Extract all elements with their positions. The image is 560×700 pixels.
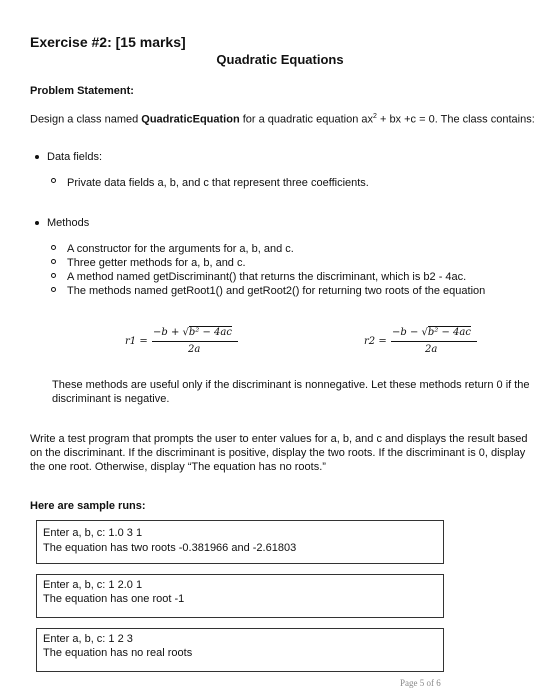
radicand: b² − 4ac	[427, 327, 471, 338]
page-number: Page 5 of 6	[400, 678, 441, 688]
sqrt-icon: √	[421, 327, 428, 338]
methods-label: Methods	[47, 217, 90, 229]
page-title: Quadratic Equations	[216, 52, 344, 67]
method-item: Three getter methods for a, b, and c.	[67, 257, 246, 269]
design-text-before: Design a class named	[30, 113, 142, 126]
sample-run-input: Enter a, b, c: 1 2.0 1	[43, 579, 143, 591]
fraction-bar	[152, 341, 238, 342]
exercise-title: Exercise #2: [15 marks]	[30, 34, 186, 50]
circle-bullet-icon	[51, 178, 56, 183]
formula-r1	[125, 326, 255, 360]
problem-statement-heading: Problem Statement:	[30, 85, 134, 97]
note-paragraph: These methods are useful only if the discriminant is nonnegative. Let these methods return 0 if the discriminant is negative.	[52, 379, 530, 405]
radicand: b² − 4ac	[188, 327, 232, 338]
sample-run-output: The equation has one root -1	[43, 593, 185, 605]
sample-run-box	[36, 574, 444, 618]
sample-run-output: The equation has two roots -0.381966 and -2.61803	[43, 542, 297, 554]
formula-r2	[364, 326, 494, 360]
circle-bullet-icon	[51, 259, 56, 264]
formula-r2-numerator	[392, 326, 471, 340]
test-program-paragraph: Write a test program that prompts the user to enter values for a, b, and c and displays the result based on the discriminant. If the discriminant is positive, display the two roots. If the discriminant is 0, display the one root. Otherwise, display “The equation has no roots.”	[30, 433, 528, 473]
design-paragraph	[30, 110, 535, 127]
circle-bullet-icon	[51, 245, 56, 250]
class-name: QuadraticEquation	[141, 113, 240, 126]
formula-r1-label: r1 =	[125, 336, 148, 347]
circle-bullet-icon	[51, 287, 56, 292]
sample-run-box	[36, 628, 444, 672]
sqrt-icon: √	[182, 327, 189, 338]
data-field-item: Private data fields a, b, and c that represent three coefficients.	[67, 177, 369, 189]
design-text-end: + bx +c = 0. The class contains:	[376, 113, 535, 126]
method-item: A constructor for the arguments for a, b, and c.	[67, 243, 294, 255]
method-item: The methods named getRoot1() and getRoot2() for returning two roots of the equation	[67, 285, 486, 297]
bullet-icon	[35, 155, 39, 159]
sample-run-input: Enter a, b, c: 1.0 3 1	[43, 527, 143, 539]
formula-r2-denominator: 2a	[425, 344, 438, 355]
data-fields-label: Data fields:	[47, 151, 103, 163]
circle-bullet-icon	[51, 273, 56, 278]
sample-run-box	[36, 520, 444, 564]
design-text-after: for a quadratic equation ax	[239, 113, 373, 126]
sample-run-input: Enter a, b, c: 1 2 3	[43, 633, 133, 645]
sample-run-output: The equation has no real roots	[43, 647, 193, 659]
sample-runs-heading: Here are sample runs:	[30, 500, 146, 512]
numerator-prefix: −b −	[392, 327, 422, 338]
method-item: A method named getDiscriminant() that returns the discriminant, which is b2 - 4ac.	[67, 271, 467, 283]
numerator-prefix: −b +	[153, 327, 183, 338]
formula-r1-denominator: 2a	[188, 344, 201, 355]
bullet-icon	[35, 221, 39, 225]
formula-r2-label: r2 =	[364, 336, 387, 347]
exponent: 2	[373, 113, 377, 120]
fraction-bar	[391, 341, 477, 342]
formula-r1-numerator	[153, 326, 232, 340]
